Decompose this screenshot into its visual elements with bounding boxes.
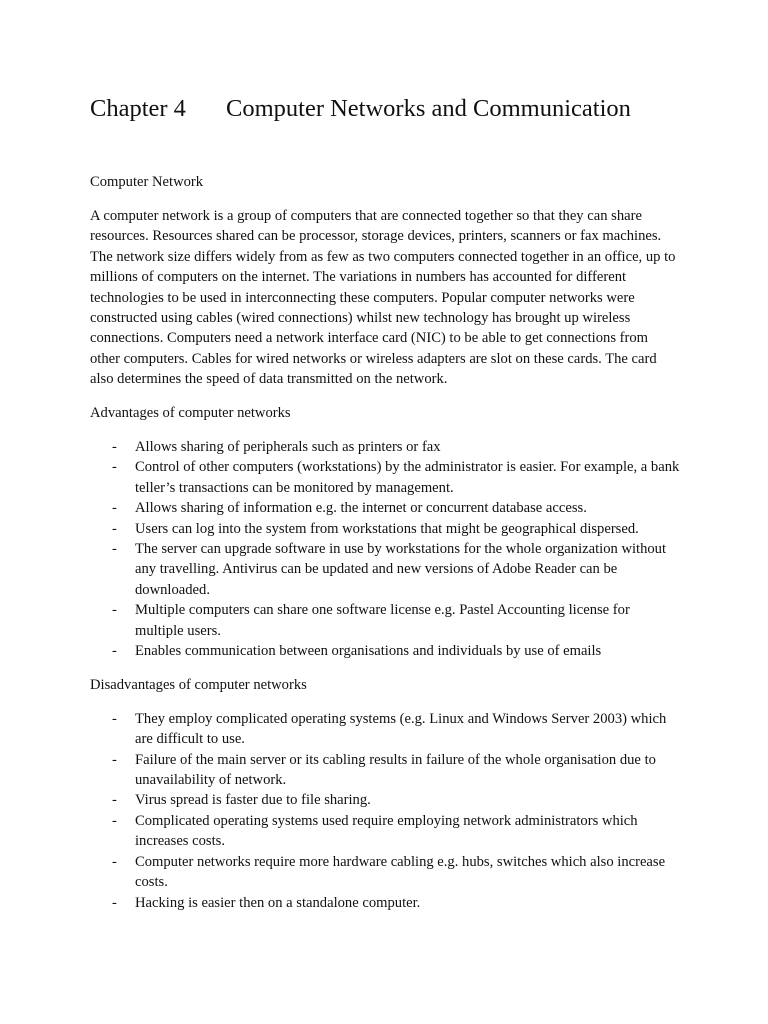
list-item: [90, 790, 680, 810]
list-item-text: Multiple computers can share one software license e.g. Pastel Accounting license for multiple users.: [135, 602, 630, 639]
list-item-text: Allows sharing of information e.g. the internet or concurrent database access.: [135, 500, 587, 517]
list-item-text: Enables communication between organisations and individuals by use of emails: [135, 643, 602, 660]
list-marker: -: [112, 792, 117, 809]
list-item: [90, 600, 680, 641]
list-item: [90, 437, 680, 457]
chapter-title: [90, 93, 631, 125]
list-marker: -: [112, 438, 117, 455]
chapter-number: Chapter 4: [90, 95, 186, 122]
disadvantages-list: [90, 709, 680, 913]
list-item: [90, 498, 680, 518]
list-item-text: Complicated operating systems used require employing network administrators which increases costs.: [135, 812, 638, 850]
list-marker: -: [112, 500, 117, 517]
list-marker: -: [112, 541, 117, 557]
list-item-text: They employ complicated operating systems (e.g. Linux and Windows Server 2003) which are difficult to use.: [135, 710, 667, 748]
list-item-text: Hacking is easier then on a standalone computer.: [135, 894, 421, 911]
list-marker: -: [112, 894, 117, 911]
advantages-list: [90, 437, 680, 661]
list-item: [90, 539, 680, 600]
list-marker: -: [112, 602, 117, 619]
list-item: [90, 852, 680, 893]
document-body: [90, 172, 680, 926]
list-item: [90, 811, 680, 852]
list-item: [90, 893, 680, 913]
list-marker: -: [112, 710, 117, 727]
chapter-name: Computer Networks and Communication: [226, 95, 631, 122]
list-marker: -: [112, 853, 117, 870]
list-item: [90, 750, 680, 791]
list-item-text: Control of other computers (workstations) by the administrator is easier. For example, a bank teller’s transactions can be monitored by management.: [135, 459, 680, 496]
list-item: [90, 519, 680, 539]
list-marker: -: [112, 520, 117, 537]
section-paragraph: A computer network is a group of computers that are connected together so that they can share resources. Resources shared can be processor, storage devices, printers, scanners or fax machines. The network size differs widely from as few as two computers connected together in an office, up to millions of computers on the internet. The variations in numbers has accounted for different technologies to be used in interconnecting these computers. Popular computer networks were constructed using cables (wired connections) whilst new technology has brought up wireless connections. Computers need a network interface card (NIC) to be able to get connections from other computers. Cables for wired networks or wireless adapters are slot on these cards. The card also determines the speed of data transmitted on the network.: [90, 207, 676, 388]
list-item-text: Users can log into the system from workstations that might be geographical dispersed.: [135, 520, 639, 537]
disadvantages-heading: Disadvantages of computer networks: [90, 676, 307, 693]
list-item-text: Virus spread is faster due to file sharing.: [135, 792, 371, 809]
list-marker: -: [112, 812, 117, 829]
section-heading: Computer Network: [90, 174, 204, 190]
list-item-text: The server can upgrade software in use by workstations for the whole organization without any travelling. Antivirus can be updated and new versions of Adobe Reader can be downloaded.: [135, 541, 667, 598]
advantages-heading: Advantages of computer networks: [90, 405, 291, 422]
list-item-text: Computer networks require more hardware cabling e.g. hubs, switches which also increase costs.: [135, 853, 666, 891]
list-marker: -: [112, 643, 117, 660]
list-item: [90, 641, 680, 661]
list-item: [90, 709, 680, 750]
list-item-text: Failure of the main server or its cabling results in failure of the whole organisation due to unavailability of network.: [135, 751, 656, 789]
list-item: [90, 457, 680, 498]
list-marker: -: [112, 459, 117, 476]
list-item-text: Allows sharing of peripherals such as printers or fax: [135, 438, 441, 455]
list-marker: -: [112, 751, 117, 768]
